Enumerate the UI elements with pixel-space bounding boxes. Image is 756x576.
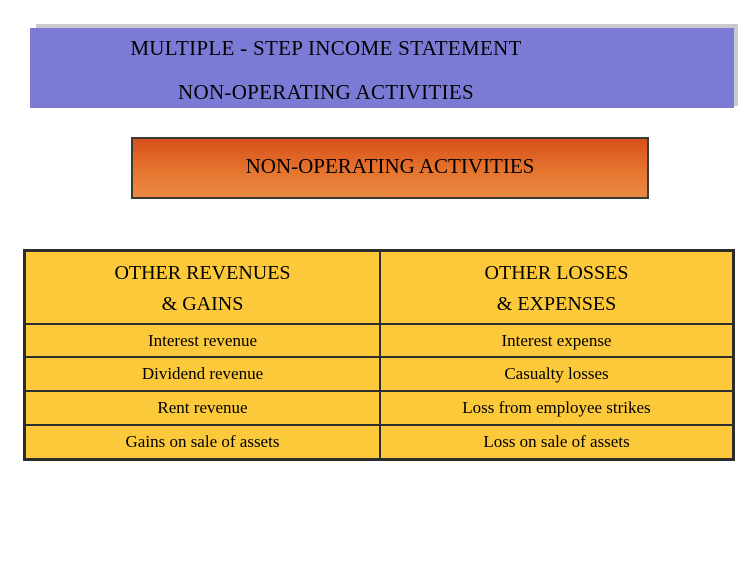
section-heading-box bbox=[131, 137, 649, 199]
page-title: MULTIPLE - STEP INCOME STATEMENT bbox=[130, 36, 522, 60]
column-header-losses bbox=[381, 252, 732, 325]
table-cell: Casualty losses bbox=[504, 364, 609, 383]
table-cell: Interest expense bbox=[501, 330, 612, 350]
column-header-line: OTHER REVENUES bbox=[114, 261, 291, 284]
table-cell: Loss on sale of assets bbox=[483, 432, 630, 451]
table-cell: Gains on sale of assets bbox=[125, 432, 280, 451]
column-header-line: & EXPENSES bbox=[496, 292, 617, 315]
column-header-revenues bbox=[26, 252, 379, 325]
section-heading: NON-OPERATING ACTIVITIES bbox=[245, 153, 535, 178]
table-cell: Loss from employee strikes bbox=[462, 398, 651, 417]
title-banner bbox=[30, 28, 734, 108]
table-cell: Interest revenue bbox=[147, 330, 258, 350]
page-subtitle: NON-OPERATING ACTIVITIES bbox=[178, 80, 474, 104]
column-divider bbox=[379, 252, 381, 458]
table-cell: Dividend revenue bbox=[141, 364, 264, 383]
column-header-line: OTHER LOSSES bbox=[484, 261, 629, 284]
activities-table bbox=[23, 249, 735, 461]
table-cell: Rent revenue bbox=[157, 398, 248, 417]
column-header-line: & GAINS bbox=[161, 292, 244, 315]
table-grid bbox=[26, 252, 732, 458]
